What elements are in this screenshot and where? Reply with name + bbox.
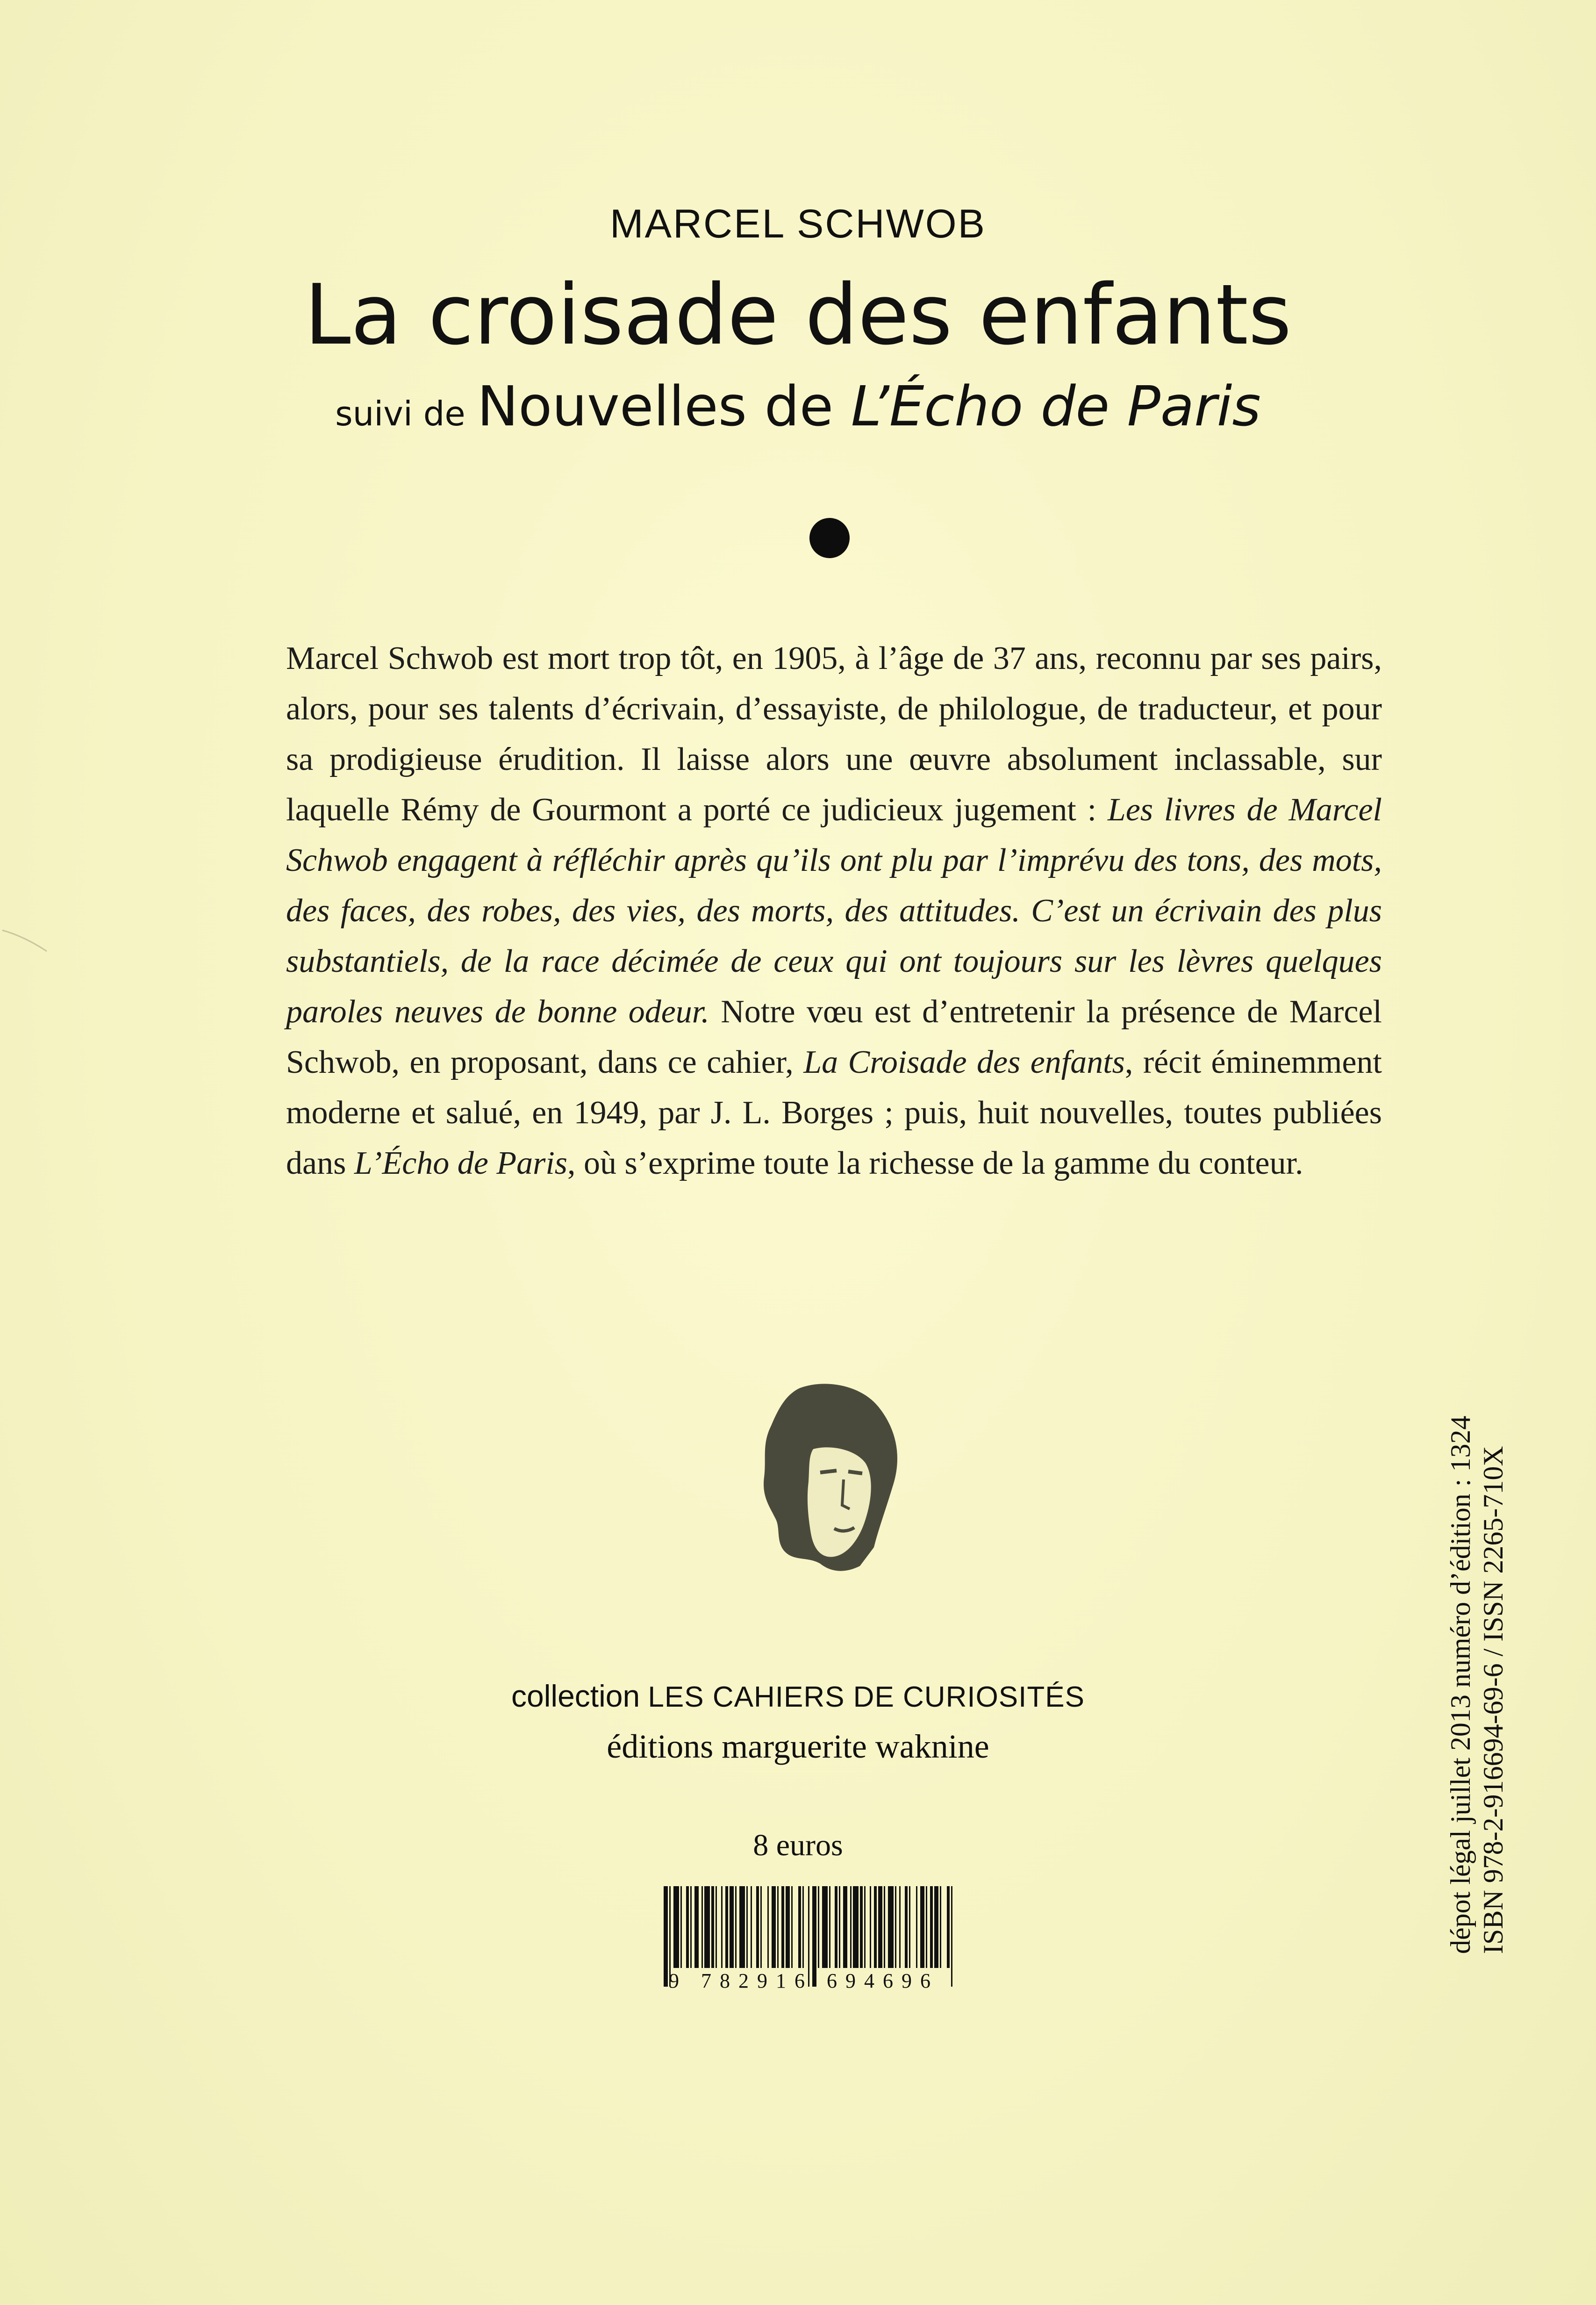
- barcode-bar: [735, 1886, 737, 1968]
- blurb-part-2: Notre vœu est d’entretenir la présence de Marcel Schwob, en proposant, dans ce cahier,: [286, 994, 1382, 1080]
- barcode-bar: [878, 1886, 882, 1968]
- blurb-part-3: , récit éminemment moderne et salué, en 1949, par J. L. Borges ; puis, huit nouvelles, toutes publiées dans: [286, 1044, 1382, 1181]
- barcode-bar: [947, 1886, 950, 1968]
- barcode-bar: [767, 1886, 769, 1968]
- barcode-bar: [786, 1886, 790, 1968]
- barcode-bar: [853, 1886, 859, 1968]
- legal-info-vertical: [1444, 1393, 1510, 1954]
- blurb-part-1: Marcel Schwob est mort trop tôt, en 1905, à l’âge de 37 ans, reconnu par ses pairs, alors, pour ses talents d’écrivain, d’essayiste, de philologue, de traducteur, et pour sa prodigieuse érudition. Il laisse alors une œuvre absolument inclassable, sur laquelle Rémy de Gourmont a porté ce judicieux jugement :: [286, 640, 1382, 828]
- gourmont-quote: Les livres de Marcel Schwob engagent à réfléchir après qu’ils ont plu par l’imprévu des tons, des mots, des faces, des robes, des vies, des morts, des attitudes. C’est un écrivain des plus substantiels, de la race décimée de ceux qui ont toujours sur les lèvres quelques paroles neuves de bonne odeur.: [286, 792, 1382, 1030]
- barcode-bar: [739, 1886, 745, 1968]
- barcode-bar: [822, 1886, 828, 1968]
- blurb-title-croisade: La Croisade des enfants: [803, 1044, 1125, 1080]
- barcode-bar: [835, 1886, 837, 1968]
- barcode-bar: [920, 1886, 924, 1968]
- barcode-bar: [756, 1886, 759, 1968]
- subtitle-nouvelles-text: Nouvelles de: [477, 374, 834, 438]
- barcode-bar: [673, 1886, 679, 1968]
- barcode-bar: [864, 1886, 866, 1968]
- barcode-bar: [802, 1886, 804, 1968]
- barcode-bar: [895, 1886, 896, 1968]
- legal-deposit-line: dépot légal juillet 2013 numéro d’édition : 1324: [1445, 1415, 1476, 1954]
- barcode-bar: [934, 1886, 938, 1968]
- collection-word: collection: [511, 1679, 640, 1713]
- barcode-bar: [829, 1886, 830, 1968]
- barcode-bar: [839, 1886, 840, 1968]
- barcode-bar: [916, 1886, 917, 1968]
- portrait-silhouette-icon: [743, 1379, 907, 1575]
- barcode-bar: [843, 1886, 847, 1968]
- barcode-bar: [690, 1886, 692, 1968]
- price-label: 8 euros: [753, 1828, 843, 1862]
- blurb-title-echo: L’Écho de Paris: [354, 1145, 568, 1181]
- barcode-bar: [760, 1886, 762, 1968]
- subtitle-suivi: suivi de: [335, 394, 465, 433]
- isbn-issn-line: ISBN 978-2-916694-69-6 / ISSN 2265-710X: [1478, 1446, 1509, 1954]
- publisher-name: éditions marguerite waknine: [607, 1728, 989, 1765]
- collection-name: LES CAHIERS DE CURIOSITÉS: [648, 1681, 1085, 1713]
- barcode-bar: [874, 1886, 877, 1968]
- barcode-bar: [818, 1886, 819, 1968]
- paper-scratch-mark: [0, 926, 51, 954]
- barcode-bar: [704, 1886, 710, 1968]
- barcode-bar: [711, 1886, 714, 1968]
- barcode-bar: [860, 1886, 863, 1968]
- barcode-bar: [751, 1886, 752, 1968]
- barcode-bar: [721, 1886, 723, 1968]
- barcode-bar: [888, 1886, 894, 1968]
- barcode-bar: [746, 1886, 748, 1968]
- barcode-bar: [850, 1886, 852, 1968]
- barcode-bar: [772, 1886, 776, 1968]
- collection-line: [0, 1678, 1596, 1714]
- barcode-bar: [686, 1886, 689, 1968]
- barcode-bar: [884, 1886, 885, 1968]
- barcode-bar: [680, 1886, 682, 1968]
- barcode-bar: [899, 1886, 901, 1968]
- barcode-bar: [791, 1886, 793, 1968]
- barcode-bar: [926, 1886, 927, 1968]
- barcode-bar: [694, 1886, 699, 1968]
- barcode-bar: [870, 1886, 871, 1968]
- bullet-ornament: [809, 518, 850, 558]
- barcode-bar: [716, 1886, 717, 1968]
- author-name: MARCEL SCHWOB: [609, 201, 987, 246]
- barcode-bar: [701, 1886, 703, 1968]
- book-subtitle: [0, 374, 1596, 438]
- barcode-bar: [798, 1886, 801, 1968]
- barcode-bar: [930, 1886, 933, 1968]
- barcode-bar: [909, 1886, 910, 1968]
- barcode-bar: [905, 1886, 908, 1968]
- blurb-part-4: , où s’exprime toute la richesse de la gamme du conteur.: [567, 1145, 1303, 1181]
- barcode-digits: 9 782916 694696: [669, 1969, 939, 1992]
- blurb-paragraph: [286, 633, 1382, 1189]
- barcode-bar: [777, 1886, 779, 1968]
- subtitle-nouvelles: [477, 374, 1261, 438]
- barcode-bar: [781, 1886, 784, 1968]
- subtitle-echo: L’Écho de Paris: [851, 374, 1261, 438]
- barcode-bar: [730, 1886, 734, 1968]
- barcode-bar: [940, 1886, 941, 1968]
- barcode-bar: [725, 1886, 728, 1968]
- book-title: La croisade des enfants: [304, 266, 1292, 363]
